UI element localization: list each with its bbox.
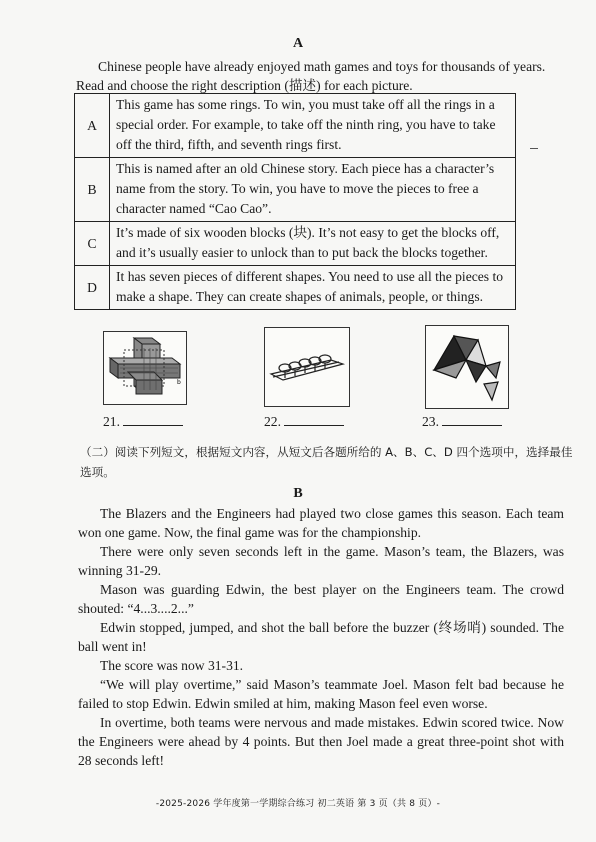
choice-letter: D bbox=[75, 266, 110, 310]
choice-letter: C bbox=[75, 222, 110, 266]
choice-description: It’s made of six wooden blocks (块). It’s not easy to get the blocks off, and it’s usually easier to unlock than to put back the blocks together. bbox=[110, 222, 516, 266]
svg-text:b: b bbox=[177, 379, 181, 386]
wooden-blocks-icon bbox=[104, 332, 186, 404]
page-footer: -2025-2026 学年度第一学期综合练习 初二英语 第 3 页（共 8 页）- bbox=[155, 799, 441, 809]
choice-row-c bbox=[75, 222, 516, 266]
choice-row-b bbox=[75, 158, 516, 222]
section-b-heading: B bbox=[293, 486, 303, 501]
blank-number: 21. bbox=[103, 414, 120, 429]
passage-paragraph: The score was now 31-31. bbox=[100, 658, 244, 673]
linked-rings-icon bbox=[265, 328, 349, 406]
blank-23[interactable] bbox=[422, 413, 502, 430]
passage-paragraph: Mason was guarding Edwin, the best player on the Engineers team. The crowd shouted: “4...3....2...” bbox=[78, 582, 564, 616]
blank-number: 23. bbox=[422, 414, 439, 429]
choice-row-d bbox=[75, 266, 516, 310]
choice-letter: A bbox=[75, 94, 110, 158]
tangram-icon bbox=[426, 326, 508, 408]
passage-paragraph: Edwin stopped, jumped, and shot the ball before the buzzer (终场哨) sounded. The ball went in! bbox=[78, 620, 564, 654]
blank-22[interactable] bbox=[264, 413, 344, 430]
reading-instruction: （二）阅读下列短文，根据短文内容，从短文后各题所给的 A、B、C、D 四个选项中，选择最佳选项。 bbox=[80, 445, 573, 479]
blank-21[interactable] bbox=[103, 413, 183, 430]
choice-description: This game has some rings. To win, you must take off all the rings in a special order. For example, to take off the ninth ring, you have to take off the third, fifth, and seventh rings first. bbox=[110, 94, 516, 158]
picture-23-tangram bbox=[425, 325, 509, 409]
intro-line-1: Chinese people have already enjoyed math games and toys for thousands of years. bbox=[98, 59, 546, 74]
answer-line[interactable] bbox=[123, 413, 183, 426]
intro-line-2: Read and choose the right description (描述) for each picture. bbox=[76, 78, 413, 93]
picture-22-linked-rings bbox=[264, 327, 350, 407]
passage-paragraph: “We will play overtime,” said Mason’s teammate Joel. Mason felt bad because he failed to stop Edwin. Edwin smiled at him, making Mason feel even worse. bbox=[78, 677, 564, 711]
choice-row-a bbox=[75, 94, 516, 158]
choices-table bbox=[74, 93, 516, 310]
margin-mark bbox=[530, 148, 538, 149]
passage-paragraph: In overtime, both teams were nervous and made mistakes. Edwin scored twice. Now the Engineers were ahead by 4 points. But then Joel made a great three-point shot with 28 seconds left! bbox=[78, 715, 564, 768]
passage-paragraph: There were only seven seconds left in the game. Mason’s team, the Blazers, was winning 31-29. bbox=[78, 544, 564, 578]
answer-line[interactable] bbox=[284, 413, 344, 426]
choice-letter: B bbox=[75, 158, 110, 222]
choice-description: This is named after an old Chinese story. Each piece has a character’s name from the story. To win, you have to move the pieces to free a character named “Cao Cao”. bbox=[110, 158, 516, 222]
picture-21-luban-lock bbox=[103, 331, 187, 405]
choice-description: It has seven pieces of different shapes. You need to use all the pieces to make a shape. They can create shapes of animals, people, or things. bbox=[110, 266, 516, 310]
passage-paragraph: The Blazers and the Engineers had played two close games this season. Each team won one game. Now, the final game was for the championship. bbox=[78, 506, 564, 540]
blank-number: 22. bbox=[264, 414, 281, 429]
section-a-intro bbox=[76, 57, 566, 95]
answer-line[interactable] bbox=[442, 413, 502, 426]
section-a-heading: A bbox=[292, 36, 304, 51]
section-b-passage bbox=[78, 504, 564, 770]
